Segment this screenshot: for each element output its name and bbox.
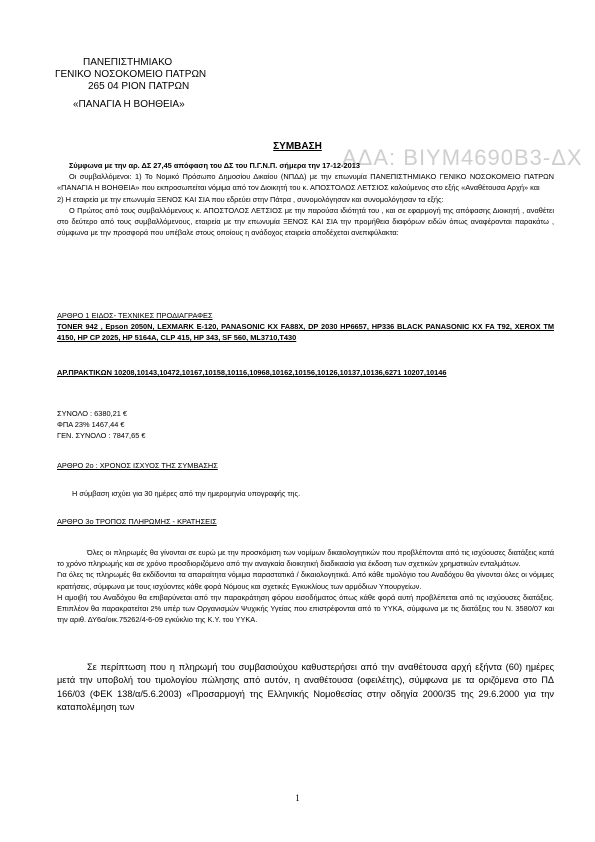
page-number: 1 [295, 793, 300, 803]
intro-line-4: Ο Πρώτος από τους συμβαλλόμενους κ. ΑΠΟΣΤΟΛΟΣ ΛΕΤΣΙΟΣ με την παρούσα ιδιότητά του , και σε εφαρμογή της απόφασης Διοικητή , αναθέτει στο δεύτερο από τους συμβαλλόμενους, εταιρεία με την επωνυμία ΞΕΝΟΣ ΚΑΙ ΣΙΑ την προμήθεια διαφόρων ειδών όπως αναφέρονται παρακάτω , σύμφωνα με την προσφορά που υπέβαλε στους οποίους η ανάδοχος εταιρεία αποδέχεται ανεπιφύλακτα: [57, 205, 554, 238]
article-3-paragraph-2: Για όλες τις πληρωμές θα εκδίδονται τα απαραίτητα νόμιμα παραστατικά / δικαιολογητικά. Από κάθε τιμολόγιο του Αναδόχου θα γίνονται όλες οι νόμιμες κρατήσεις, σύμφωνα με τους ισχύοντες κάθε φορά Νόμους και σχετικές Εγκυκλίους των αρμόδιων Υπουργείων. [57, 570, 554, 591]
article-3-heading: ΑΡΘΡΟ 3ο ΤΡΟΠΟΣ ΠΛΗΡΩΜΗΣ - ΚΡΑΤΗΣΕΙΣ [57, 517, 217, 526]
article-1-items: TONER 942 , Epson 2050N, LEXMARK E-120, PANASONIC KX FA88X, DP 2030 HP6657, HP336 BLACK PANASONIC KX FA T92, XEROX TM 4150, HP CP 2025, HP 5164A, CLP 415, HP 343, SF 560, ML3710,T430 [57, 322, 554, 343]
intro-line-2: Οι συμβαλλόμενοι: 1) Το Νομικό Πρόσωπο Δημοσίου Δικαίου (ΝΠΔΔ) με την επωνυμία ΠΑΝΕΠΙΣΤΗΜΙΑΚΟ ΓΕΝΙΚΟ ΝΟΣΟΚΟΜΕΙΟ ΠΑΤΡΩΝ «ΠΑΝΑΓΙΑ Η ΒΟΗΘΕΙΑ» που εκπροσωπείται νόμιμα από τον Διοικητή του κ. ΑΠΟΣΤΟΛΟΣ ΛΕΤΣΙΟΣ καλούμενος στο εξής «Αναθέτουσα Αρχή» και [57, 172, 554, 193]
article-2-text: Η σύμβαση ισχύει για 30 ημέρες από την ημερομηνία υπογραφής της. [72, 489, 301, 498]
intro-line-3: 2) Η εταιρεία με την επωνυμία ΞΕΝΟΣ ΚΑΙ ΣΙΑ που εδρεύει στην Πάτρα , συνομολόγησαν και συνομολόγησαν τα εξής: [57, 194, 444, 204]
article-1 [57, 310, 554, 344]
article-2-heading-block [57, 460, 554, 471]
article-3-paragraph-3: Η αμοιβή του Αναδόχου θα επιβαρύνεται από την παρακράτηση φόρου εισοδήματος όπως κάθε φορά αυτή προβλέπεται από τις ισχύουσες διατάξεις. Επιπλέον θα παρακρατείται 2% υπέρ των Οργανισμών Ψυχικής Υγείας που επιστρέφονται από το ΥΥΚΑ, σύμφωνα με τις διατάξεις του Ν. 3580/07 και την αριθ. ΔΥ6α/οικ.75262/4-6-09 εγκύκλιο της Κ.Υ. του ΥΥΚΑ. [57, 592, 554, 625]
ada-watermark: ΑΔΑ: ΒΙΥΜ4690Β3-ΔΧ [342, 145, 583, 170]
article-3-paragraph-4-block [57, 661, 554, 715]
article-1-protocols: ΑΡ.ΠΡΑΚΤΙΚΩΝ 10208,10143,10472,10167,10158,10116,10968,10162,10156,10126,10137,10136,6271 10207,10146 [57, 368, 447, 377]
document-title: ΣΥΜΒΑΣΗ [273, 141, 322, 152]
article-3-paragraph-4: Σε περίπτωση που η πληρωμή του συμβασιούχου καθυστερήσει από την αναθέτουσα αρχή εξήντα (60) ημέρες μετά την υποβολή του τιμολογίου πώλησης από αυτόν, η αναθέτουσα (οφειλέτης), σύμφωνα με τα οριζόμενα στο ΠΔ 166/03 (ΦΕΚ 138/α/5.6.2003) «Προσαρμογή της Ελληνικής Νομοθεσίας στην οδηγία 2000/35 της 29.6.2000 για την καταπολέμηση των [57, 662, 554, 713]
article-2-heading: ΑΡΘΡΟ 2ο : ΧΡΟΝΟΣ ΙΣΧΥΟΣ ΤΗΣ ΣΥΜΒΑΣΗΣ [57, 461, 218, 470]
header-line-2: ΓΕΝΙΚΟ ΝΟΣΟΚΟΜΕΙΟ ΠΑΤΡΩΝ [55, 69, 207, 80]
article-3-paragraph-1: Όλες οι πληρωμές θα γίνονται σε ευρώ με την προσκόμιση των νομίμων δικαιολογητικών που προβλέπονται από τις ισχύουσες διατάξεις κατά το χρόνο πληρωμής και σε χρόνο προσδιοριζόμενο από την αναγκαία διοικητική διαδικασία για έκδοση των σχετικών χρηματικών ενταλμάτων. [57, 548, 554, 569]
article-2-text-block [72, 488, 554, 499]
intro-section [57, 160, 554, 238]
intro-line-1: Σύμφωνα με την αρ. ΔΣ 27,45 απόφαση του ΔΣ του Π.Γ.Ν.Π. σήμερα την 17-12-2013 [69, 161, 360, 170]
article-3-heading-block [57, 516, 554, 527]
article-1-heading: ΑΡΘΡΟ 1 ΕΙΔΟΣ- ΤΕΧΝΙΚΕΣ ΠΡΟΔΙΑΓΡΑΦΕΣ [57, 311, 213, 320]
vat-amount: ΦΠΑ 23% 1467,44 € [57, 420, 125, 430]
article-1-protocols-block [57, 367, 554, 378]
header-line-4: «ΠΑΝΑΓΙΑ Η ΒΟΗΘΕΙΑ» [73, 99, 185, 110]
header-line-1: ΠΑΝΕΠΙΣΤΗΜΙΑΚΟ [83, 57, 173, 68]
total-amount: ΣΥΝΟΛΟ : 6380,21 € [57, 409, 128, 418]
header-line-3: 265 04 ΡΙΟΝ ΠΑΤΡΩΝ [88, 81, 190, 92]
grand-total-amount: ΓΕΝ. ΣΥΝΟΛΟ : 7847,65 € [57, 431, 146, 441]
article-3-section [57, 547, 554, 625]
totals-block [57, 408, 554, 442]
